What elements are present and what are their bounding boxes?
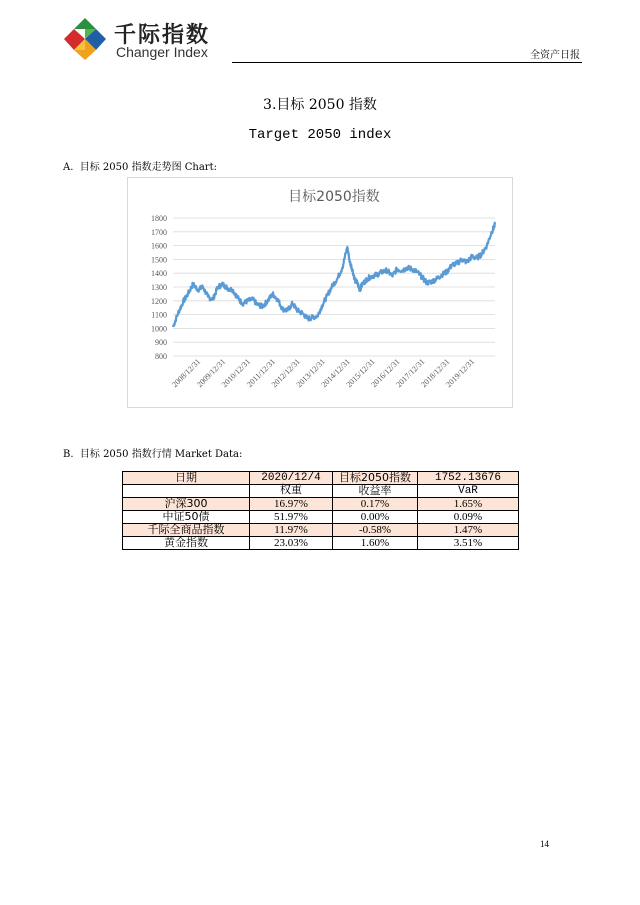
page-number: 14 [540,839,549,849]
index-label-cell: 目标2050指数 [333,472,418,485]
changer-logo-icon [62,16,108,62]
y-tick-label: 1700 [151,227,167,237]
table-row [123,524,519,537]
weight-cell: 11.97% [250,524,333,537]
section-a-label: A. 目标 2050 指数走势图 Chart: [63,162,217,173]
x-tick-label: 2019/12/31 [444,357,477,390]
x-tick-label: 2008/12/31 [170,357,203,390]
x-tick-label: 2011/12/31 [245,357,278,389]
x-tick-label: 2015/12/31 [344,357,377,390]
y-tick-label: 1300 [151,283,167,292]
y-tick-label: 900 [155,338,167,348]
brand-name-en: Changer Index [116,44,208,60]
x-tick-label: 2012/12/31 [269,357,302,390]
column-header-weight: 权重 [250,485,333,498]
column-header-return: 收益率 [333,485,418,498]
y-tick-label: 1600 [151,241,167,251]
y-tick-label: 1800 [151,214,167,223]
var-cell: 1.65% [418,498,519,511]
var-cell: 1.47% [418,524,519,537]
asset-name-cell: 黄金指数 [123,537,250,550]
asset-name-cell: 沪深300 [123,498,250,511]
table-header-row [123,472,519,485]
index-trend-chart [127,177,513,408]
y-tick-label: 1200 [151,296,167,306]
return-cell: 1.60% [333,537,418,550]
table-row [123,537,519,550]
brand-logo [62,16,242,64]
return-cell: -0.58% [333,524,418,537]
market-data-table [122,471,519,550]
brand-name-cn: 千际指数 [114,23,211,48]
x-tick-label: 2014/12/31 [319,357,352,390]
x-tick-label: 2009/12/31 [195,357,228,390]
table-row [123,498,519,511]
date-value-cell: 2020/12/4 [250,472,333,485]
asset-name-cell: 千际全商品指数 [123,524,250,537]
return-cell: 0.00% [333,511,418,524]
header-divider [232,62,582,63]
table-column-header-row [123,485,519,498]
series-line [173,223,495,327]
y-tick-label: 1500 [151,255,167,265]
weight-cell: 51.97% [250,511,333,524]
chart-canvas [128,178,514,409]
x-tick-label: 2017/12/31 [394,357,427,390]
asset-name-cell: 中证50债 [123,511,250,524]
chart-title: 目标2050指数 [288,189,380,205]
x-tick-label: 2010/12/31 [219,357,253,390]
x-tick-label: 2013/12/31 [294,357,327,390]
column-header-var: VaR [418,485,519,498]
y-tick-label: 800 [155,352,167,361]
y-tick-label: 1400 [151,269,167,279]
var-cell: 0.09% [418,511,519,524]
section-title-cn: 3.目标 2050 指数 [263,97,377,113]
weight-cell: 23.03% [250,537,333,550]
y-tick-label: 1100 [151,310,167,320]
x-tick-label: 2018/12/31 [419,357,452,390]
column-header [123,485,250,498]
section-title-en: Target 2050 index [248,127,392,143]
report-tag: 全资产日报 [530,50,580,61]
var-cell: 3.51% [418,537,519,550]
date-label-cell: 日期 [123,472,250,485]
x-tick-label: 2016/12/31 [369,357,402,390]
index-value-cell: 1752.13676 [418,472,519,485]
weight-cell: 16.97% [250,498,333,511]
y-tick-label: 1000 [151,324,167,334]
table-row [123,511,519,524]
return-cell: 0.17% [333,498,418,511]
section-b-label: B. 目标 2050 指数行情 Market Data: [63,449,243,460]
